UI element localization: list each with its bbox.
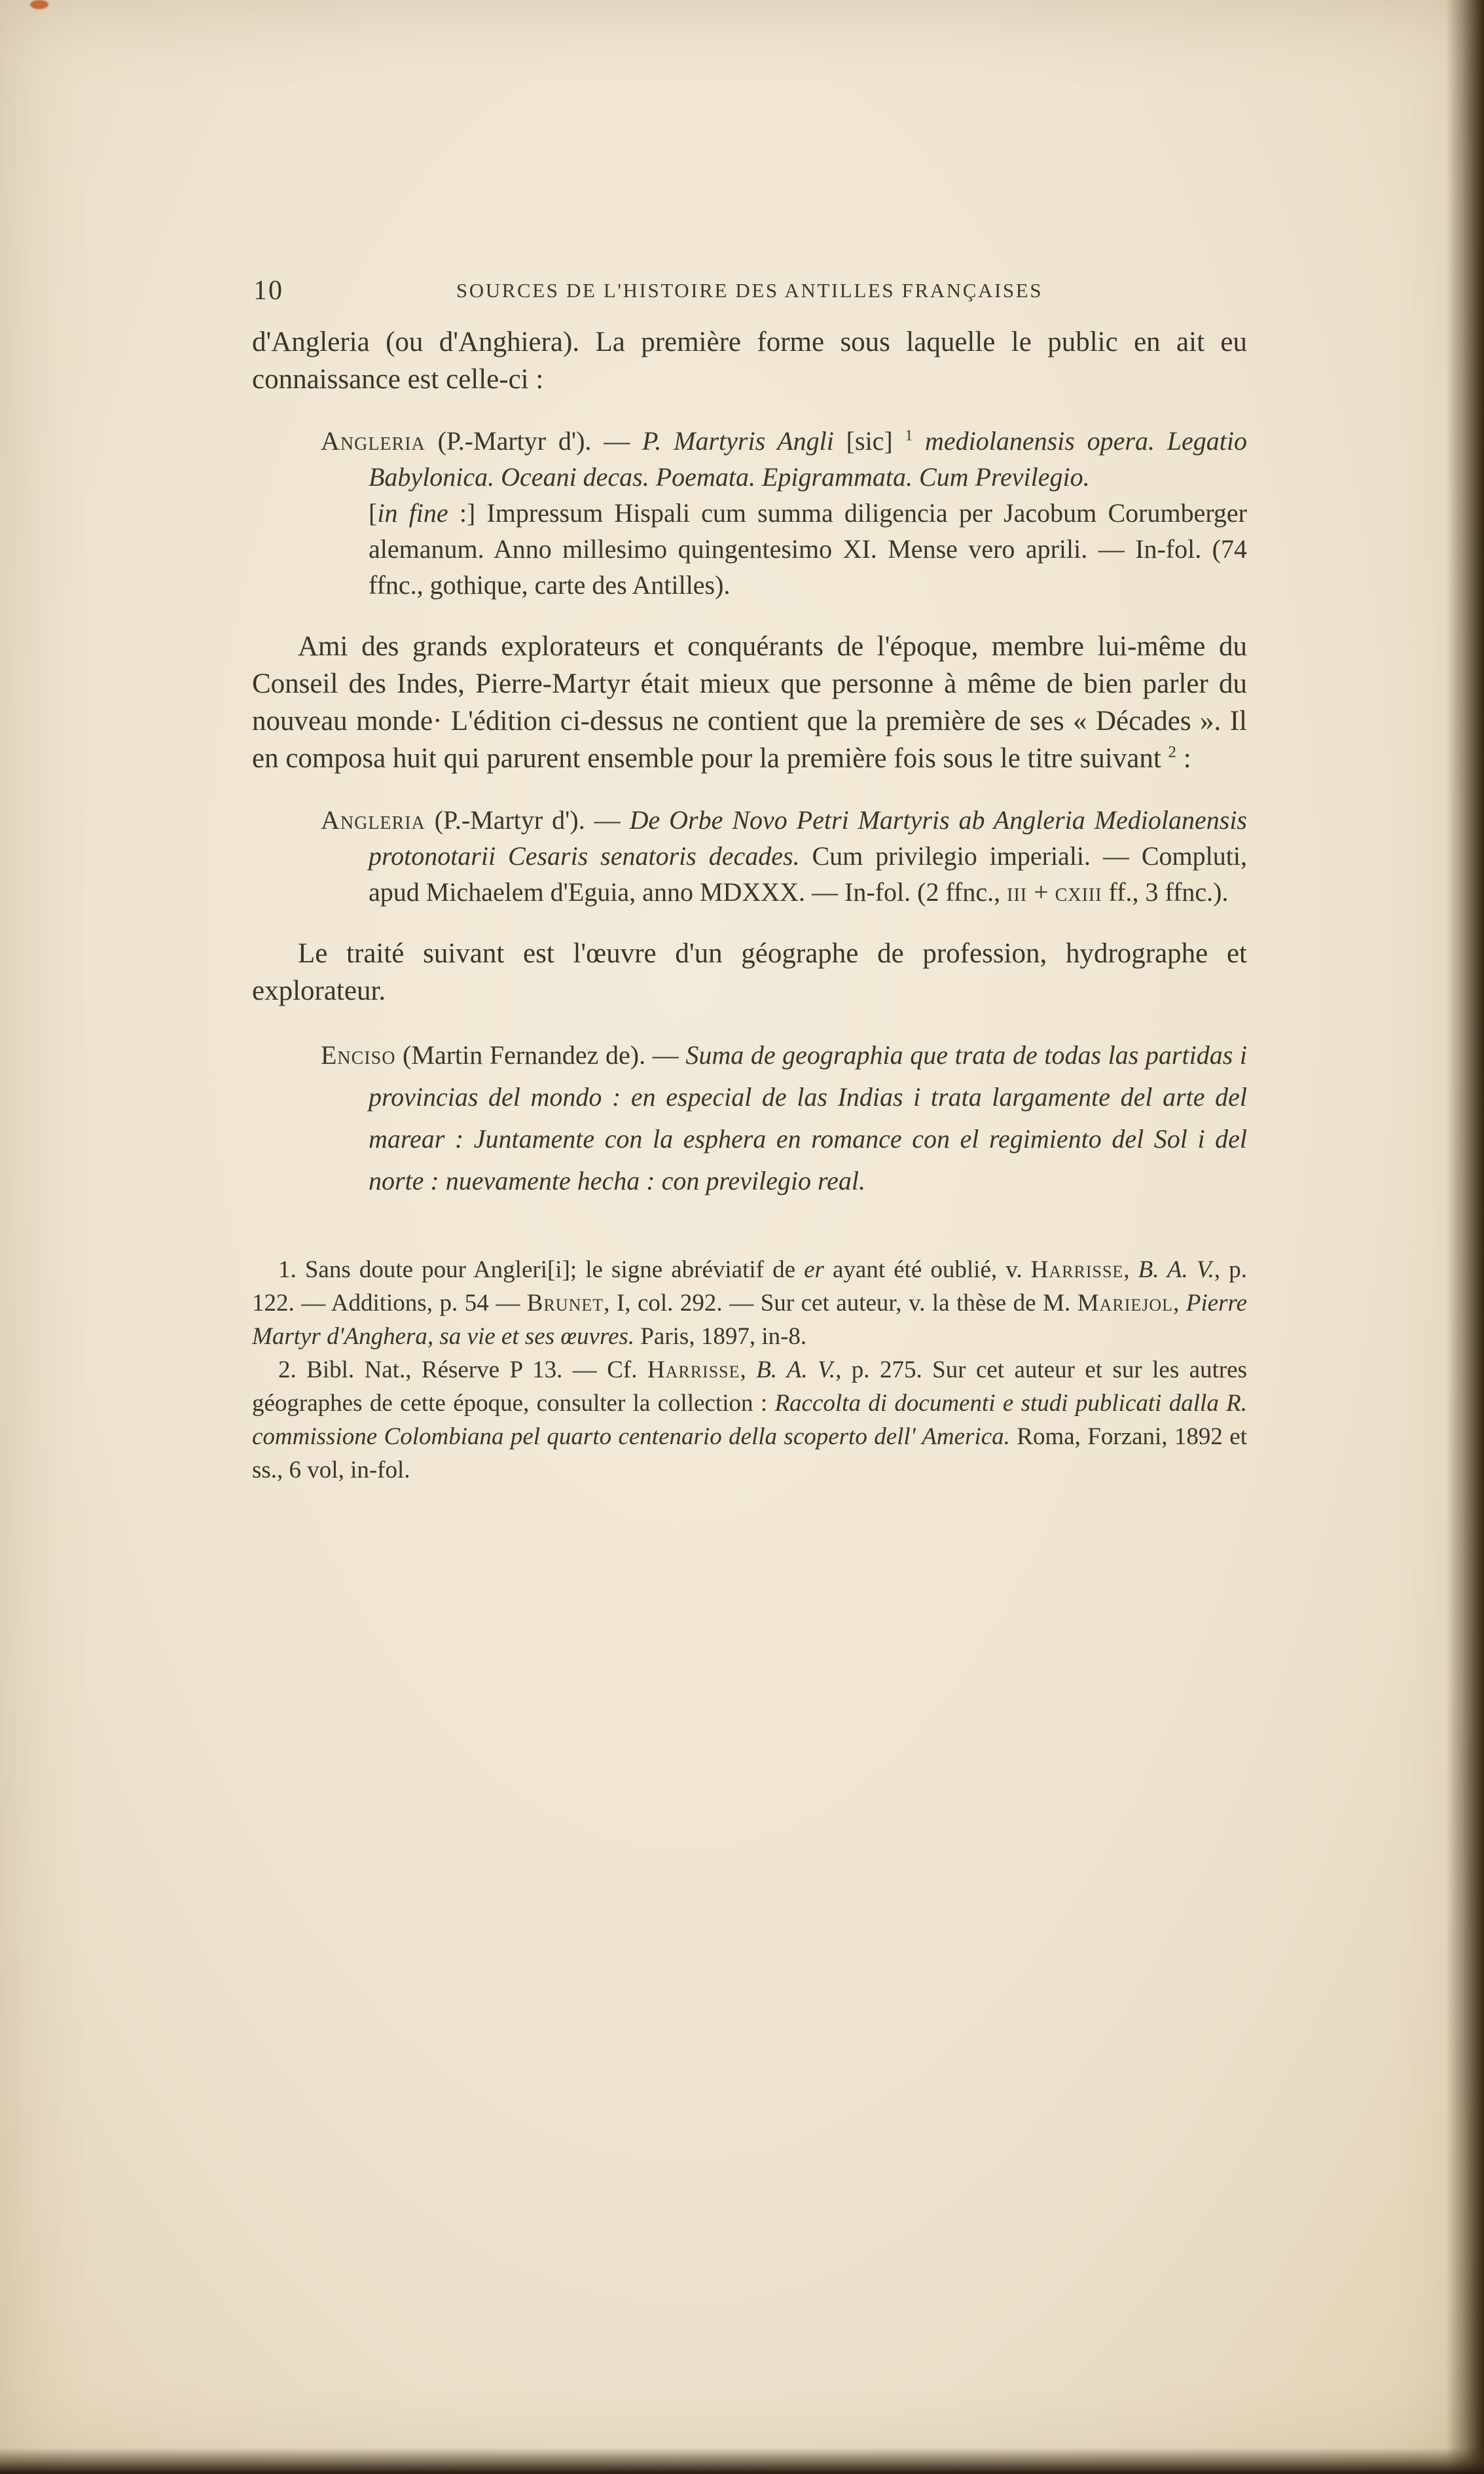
text-fragment-italic: P. Martyris Angli — [642, 426, 834, 456]
text-fragment-roman: Paris, 1897, in-8. — [634, 1323, 807, 1350]
text-fragment-roman: , — [740, 1356, 757, 1383]
page-header — [252, 274, 1247, 308]
text-column — [252, 274, 1247, 1487]
text-fragment-roman: , I, col. 292. — Sur cet auteur, v. la thèse de M. — [604, 1290, 1077, 1317]
transition-paragraph: Le traité suivant est l'œuvre d'un géographe de profession, hydrographe et explorateur. — [252, 938, 1247, 1006]
text-fragment-smallcaps: Harrisse — [1030, 1256, 1124, 1283]
text-fragment-italic: Raccolta di documenti e studi publicati dalla R. commissione Colombiana pel quarto centenario della scoperto dell' America. — [252, 1390, 1247, 1450]
text-fragment-roman: 2. Bibl. Nat., Réserve P 13. — Cf. — [278, 1356, 647, 1383]
text-fragment-italic: B. A. V. — [1138, 1256, 1214, 1283]
text-fragment-smallcaps: Mariejol — [1077, 1290, 1174, 1317]
text-fragment-roman: ff., 3 ffnc.). — [1102, 877, 1229, 907]
page-number: 10 — [253, 276, 283, 306]
footnotes-section — [252, 1253, 1247, 1487]
text-fragment-smallcaps: cxiii — [1055, 877, 1102, 907]
ink-speck — [30, 0, 48, 9]
bib-entry-title — [321, 802, 1247, 910]
text-fragment-roman: (P.-Martyr d'). — — [425, 805, 630, 835]
text-fragment-italic: er — [804, 1256, 824, 1283]
text-fragment-smallcaps: Brunet — [526, 1290, 604, 1317]
page-edge-shadow-right — [1446, 0, 1484, 2474]
text-fragment-roman: , p. 122. — Additions, p. 54 — — [252, 1256, 1248, 1317]
text-fragment-italic: mediolanensis opera. Legatio Babylonica. Oceani decas. Poemata. Epigrammata. Cum Previlegio. — [369, 426, 1247, 492]
footnote-2 — [252, 1353, 1247, 1487]
text-fragment-italic: De Orbe Novo Petri Martyris ab Angleria Mediolanensis protonotarii Cesaris senatoris decades. — [369, 805, 1247, 871]
text-fragment-roman: ayant été oublié, v. — [823, 1256, 1031, 1283]
text-fragment-italic: in fine — [377, 498, 448, 528]
text-fragment-roman: Ami des grands explorateurs et conquérants de l'époque, membre lui-même du Conseil des Indes, Pierre-Martyr était mieux que personne à même de bien parler du nouveau monde· L'édition ci-dessus ne contient que la première de ses « Décades ». Il en composa huit qui parurent ensemble pour la première fois sous le titre suivant — [252, 631, 1247, 774]
text-fragment-sup: 1 — [905, 427, 913, 445]
text-fragment-roman: (Martin Fernandez de). — — [395, 1040, 686, 1070]
text-fragment-smallcaps: Enciso — [321, 1040, 396, 1070]
text-fragment-smallcaps: Harrisse — [647, 1356, 740, 1383]
text-fragment-sup: 2 — [1168, 743, 1176, 761]
text-fragment-roman: (P.-Martyr d'). — — [425, 426, 643, 456]
bib-entry-angleria-1511 — [321, 423, 1247, 603]
text-fragment-roman: [ — [369, 498, 378, 528]
text-fragment-roman: , — [1123, 1256, 1138, 1283]
bib-entry-angleria-1530 — [321, 802, 1247, 910]
running-title: SOURCES DE L'HISTOIRE DES ANTILLES FRANÇAISES — [456, 279, 1043, 302]
opening-paragraph: d'Angleria (ou d'Anghiera). La première forme sous laquelle le public en ait eu connaissance est celle-ci : — [252, 327, 1247, 395]
text-fragment-roman: , p. 275. Sur cet auteur et sur les autres géographes de cette époque, consulter la collection : — [252, 1356, 1247, 1417]
text-fragment-roman: : — [1176, 743, 1191, 774]
text-fragment-roman: , — [1173, 1290, 1186, 1317]
bib-entry-colophon — [369, 495, 1247, 603]
text-fragment-italic: B. A. V. — [756, 1356, 836, 1383]
text-fragment-roman: [sic] — [833, 426, 905, 456]
text-fragment-roman: + — [1027, 877, 1055, 907]
bib-entry-title — [321, 1034, 1247, 1202]
text-fragment-roman: Cum privilegio imperiali. — Compluti, apud Michaelem d'Eguia, anno MDXXX. — In-fol. (2 ffnc., — [369, 841, 1247, 907]
footnote-1 — [252, 1253, 1247, 1353]
commentary-paragraph — [252, 628, 1247, 777]
bib-entry-title — [321, 423, 1247, 495]
text-fragment-roman: :] Impressum Hispali cum summa diligencia per Jacobum Corumberger alemanum. Anno millesimo quingentesimo XI. Mense vero aprili. — In-fol. (74 ffnc., gothique, carte des Antilles). — [369, 498, 1248, 600]
page-edge-shadow-bottom — [0, 2448, 1484, 2474]
text-fragment-smallcaps: Angleria — [321, 805, 425, 835]
text-fragment-italic: Pierre Martyr d'Anghera, sa vie et ses œuvres. — [252, 1290, 1248, 1350]
text-fragment-roman: Roma, Forzani, 1892 et ss., 6 vol, in-fol. — [252, 1423, 1247, 1483]
text-fragment-roman: 1. Sans doute pour Angleri[i]; le signe abréviatif de — [278, 1256, 805, 1283]
text-fragment-italic: Suma de geographia que trata de todas las partidas i provincias del mondo : en especial de las Indias i trata largamente del arte del marear : Juntamente con la esphera en romance con el regimiento del Sol i del norte : nuevamente hecha : con previlegio real. — [369, 1040, 1247, 1195]
text-fragment-smallcaps: iii — [1007, 877, 1028, 907]
bib-entry-enciso — [321, 1034, 1247, 1202]
text-fragment-smallcaps: Angleria — [321, 426, 425, 456]
